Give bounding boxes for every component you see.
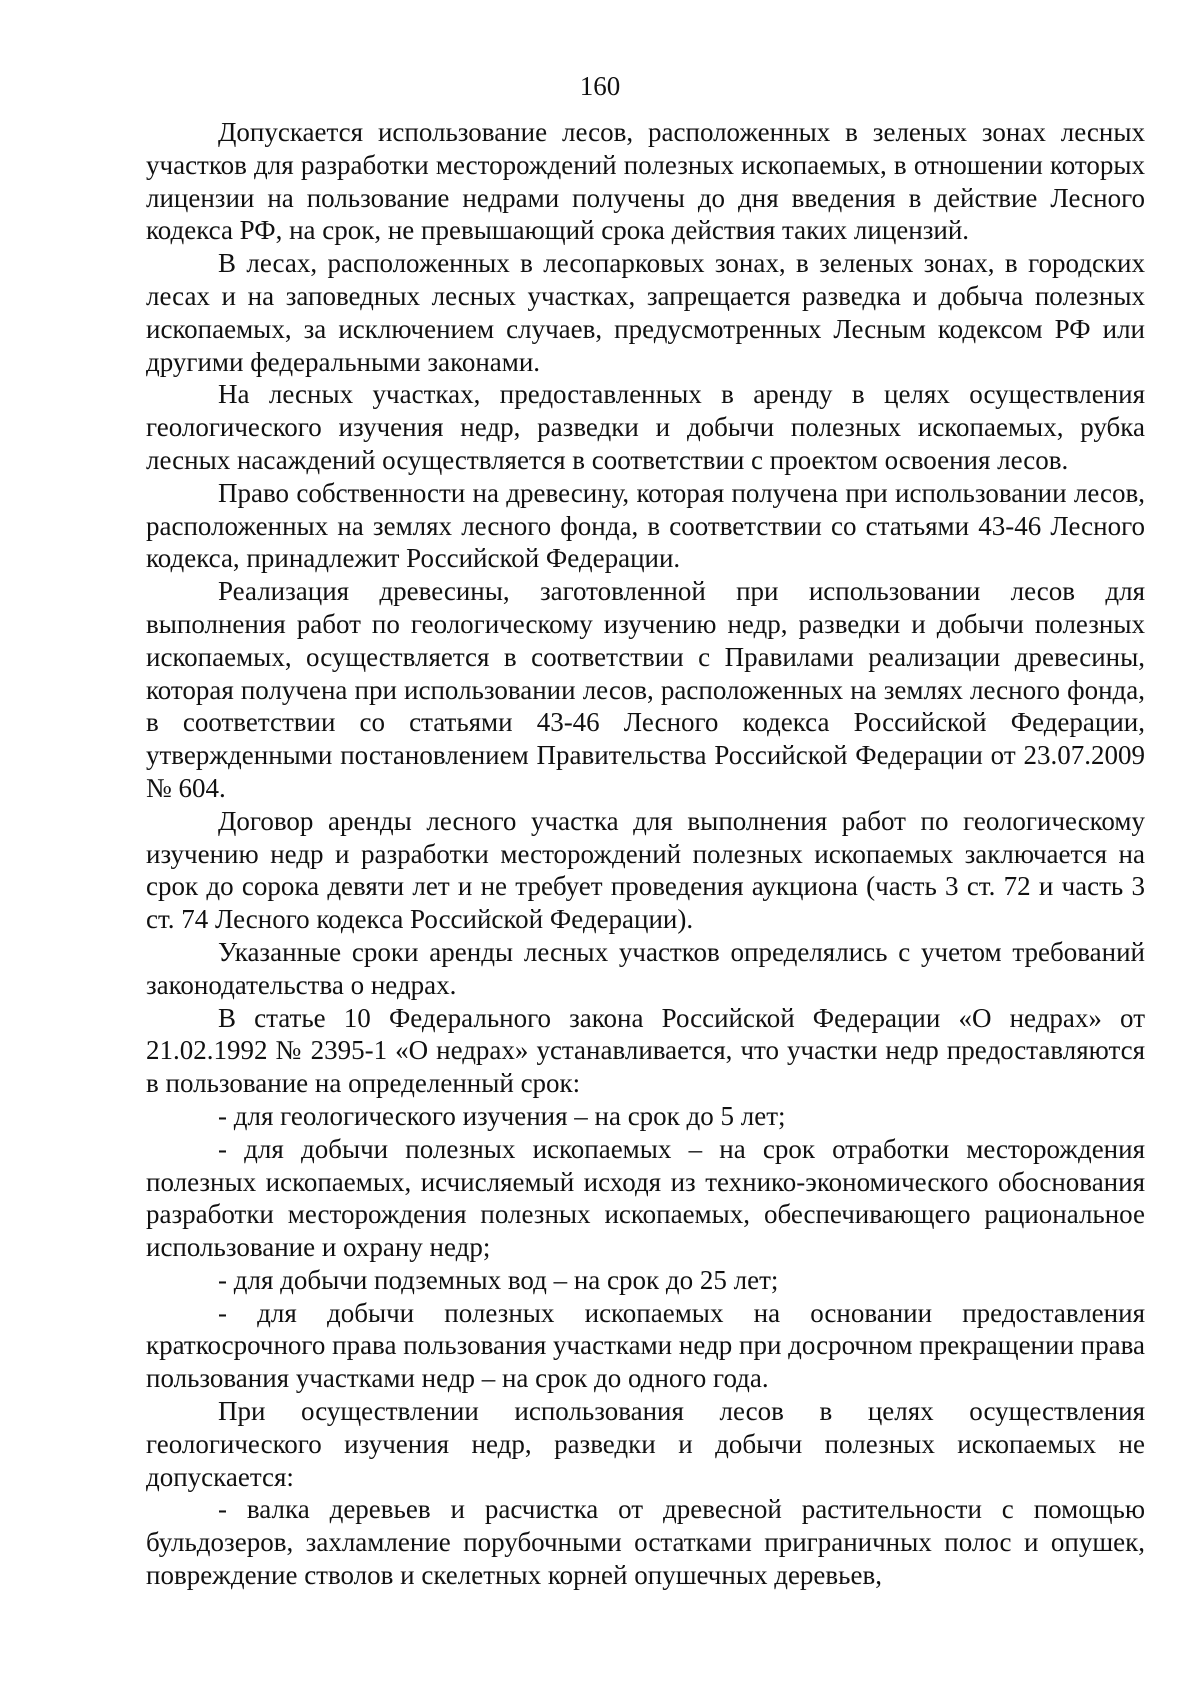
list-item-tree-felling: - валка деревьев и расчистка от древесной растительности с помощью бульдозеров, захламление порубочными остатками приграничных полос и опушек, повреждение стволов и скелетных корней опушечных деревьев, [146, 1494, 1145, 1591]
list-item-groundwater: - для добычи подземных вод – на срок до 25 лет; [218, 1264, 779, 1295]
document-body [146, 116, 1145, 1592]
paragraph-lease-agreement: Договор аренды лесного участка для выполнения работ по геологическому изучению недр и разработки месторождений полезных ископаемых заключается на срок до сорока девяти лет и не требует проведения аукциона (часть 3 ст. 72 и часть 3 ст. 74 Лесного кодекса Российской Федерации). [146, 805, 1145, 935]
paragraph-leased-plots: На лесных участках, предоставленных в аренду в целях осуществления геологического изучения недр, разведки и добычи полезных ископаемых, рубка лесных насаждений осуществляется в соответствии с проектом освоения лесов. [146, 379, 1145, 475]
list-item-geological-study: - для геологического изучения – на срок до 5 лет; [218, 1100, 786, 1131]
list-item-short-term-right: - для добычи полезных ископаемых на основании предоставления краткосрочного права пользования участками недр при досрочном прекращении права пользования участками недр – на срок до одного года. [146, 1297, 1145, 1394]
paragraph-timber-sale: Реализация древесины, заготовленной при использовании лесов для выполнения работ по геологическому изучению недр, разведки и добычи полезных ископаемых, осуществляется в соответствии с Правилами реализации древесины, которая получена при использовании лесов, расположенных на землях лесного фонда, в соответствии со статьями 43-46 Лесного кодекса Российской Федерации, утвержденными постановлением Правительства Российской Федерации от 23.07.2009 № 604. [146, 576, 1145, 803]
paragraph-green-zones: Допускается использование лесов, расположенных в зеленых зонах лесных участков для разработки месторождений полезных ископаемых, в отношении которых лицензии на пользование недрами получены до дня введения в действие Лесного кодекса РФ, на срок, не превышающий срока действия таких лицензий. [146, 117, 1145, 246]
paragraph-prohibitions: При осуществлении использования лесов в целях осуществления геологического изучения недр, разведки и добычи полезных ископаемых не допускается: [146, 1396, 1145, 1492]
paragraph-lease-terms: Указанные сроки аренды лесных участков определялись с учетом требований законодательства о недрах. [146, 936, 1145, 1000]
list-item-mineral-extraction: - для добычи полезных ископаемых – на срок отработки месторождения полезных ископаемых, исчисляемый исходя из технико-экономического обоснования разработки месторождения полезных ископаемых, обеспечивающего рациональное использование и охрану недр; [146, 1133, 1145, 1263]
paragraph-subsoil-law: В статье 10 Федерального закона Российской Федерации «О недрах» от 21.02.1992 № 2395-1 «О недрах» устанавливается, что участки недр предоставляются в пользование на определенный срок: [146, 1002, 1145, 1099]
page-number: 160 [579, 71, 621, 101]
paragraph-timber-ownership: Право собственности на древесину, которая получена при использовании лесов, расположенных на землях лесного фонда, в соответствии со статьями 43-46 Лесного кодекса, принадлежит Российской Федерации. [146, 477, 1145, 574]
paragraph-forest-park-zones: В лесах, расположенных в лесопарковых зонах, в зеленых зонах, в городских лесах и на заповедных лесных участках, запрещается разведка и добыча полезных ископаемых, за исключением случаев, предусмотренных Лесным кодексом РФ или другими федеральными законами. [146, 248, 1145, 377]
